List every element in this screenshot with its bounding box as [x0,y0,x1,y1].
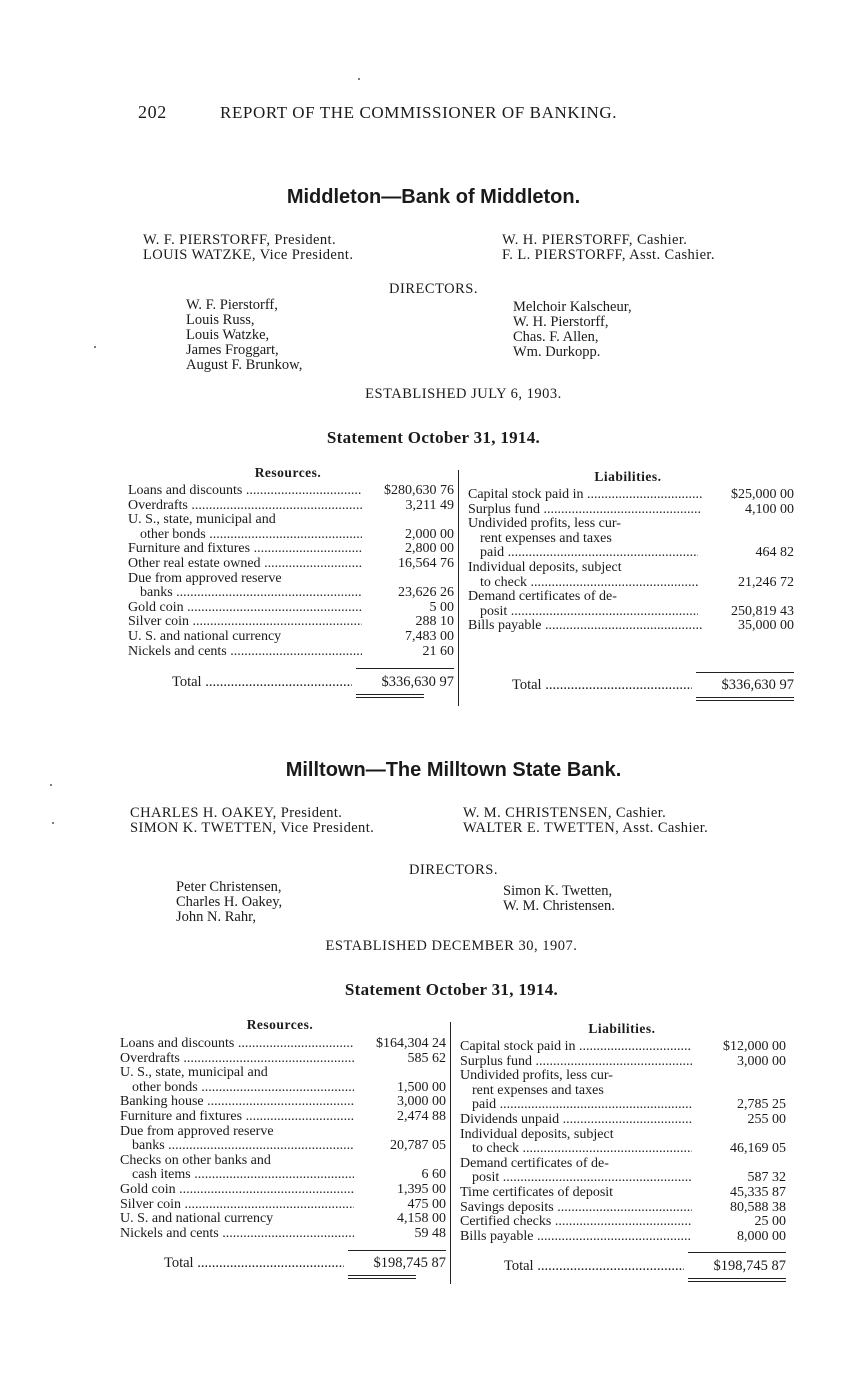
row-label: U. S., state, municipal and [128,513,276,528]
row-label: banks ..... [140,586,362,601]
row-amount: 25 00 [754,1214,786,1230]
scan-speck [358,78,360,80]
table-row [128,513,454,528]
established: ESTABLISHED DECEMBER 30, 1907. [325,938,578,954]
table-row [460,1098,786,1113]
row-amount: 255 00 [747,1111,786,1127]
row-amount: 2,474 88 [397,1108,446,1124]
row-amount: 46,169 05 [730,1141,786,1157]
table-row [128,630,454,645]
row-label: Capital stock paid in ..... [468,488,702,503]
table-row [120,1227,446,1242]
row-label: cash items ..... [132,1168,354,1183]
director: August F. Brunkow, [186,357,303,373]
row-amount: $12,000 00 [723,1039,786,1054]
total-label: Total ..... [512,677,692,694]
directors-right [503,884,615,914]
row-amount: 2,785 25 [737,1097,786,1113]
table-row [120,1212,446,1227]
row-label: U. S. and national currency [128,629,282,644]
row-amount: 21 60 [422,643,454,659]
double-rule [348,1275,416,1279]
director: Louis Russ, [186,312,255,328]
table-row [460,1113,786,1128]
table-row [460,1201,786,1216]
row-amount: 8,000 00 [737,1228,786,1244]
table-row [120,1183,446,1198]
row-amount: 2,000 00 [405,526,454,542]
row-amount: 587 32 [747,1170,786,1186]
table-row [460,1055,786,1070]
liabilities-list [460,1040,786,1244]
table-row [120,1125,446,1140]
resources-heading: Resources. [246,1017,314,1032]
row-amount: 7,483 00 [405,628,454,644]
total-rule [696,672,794,673]
page-header [138,102,738,123]
directors-heading: DIRECTORS. [389,281,478,297]
officer-asst-cashier: WALTER E. TWETTEN, Asst. Cashier. [463,820,709,836]
director: James Froggart, [186,342,279,358]
liabilities-list [468,488,794,634]
established: ESTABLISHED JULY 6, 1903. [365,386,562,402]
row-label: Furniture and fixtures ..... [128,542,362,557]
bank-title: Milltown—The Milltown State Bank. [285,759,622,781]
table-row [128,499,454,514]
row-amount: 250,819 43 [731,603,794,619]
row-label: paid ..... [472,1098,692,1113]
row-label: Overdrafts ..... [128,499,362,514]
resources-heading: Resources. [254,465,322,480]
table-row [460,1040,786,1055]
row-amount: 59 48 [414,1225,446,1241]
row-label: Surplus fund ..... [468,503,702,518]
row-label: Savings deposits ..... [460,1201,692,1216]
row-amount: 1,500 00 [397,1079,446,1095]
double-rule [356,694,424,698]
table-row [468,546,794,561]
row-label: Gold coin ..... [128,601,362,616]
table-row [460,1142,786,1157]
officer-asst-cashier: F. L. PIERSTORFF, Asst. Cashier. [502,247,715,263]
total-rule [688,1252,786,1253]
officer-cashier: W. M. CHRISTENSEN, Cashier. [463,805,667,821]
table-row [460,1069,786,1084]
table-row [120,1139,446,1154]
resources-list [120,1037,446,1241]
row-label: to check ..... [472,1142,692,1157]
double-rule [696,697,794,701]
row-label: Silver coin ..... [128,615,362,630]
row-label: Gold coin ..... [120,1183,354,1198]
report-title: REPORT OF THE COMMISSIONER OF BANKING. [220,103,618,122]
resources-total: $198,745 87 [373,1255,446,1271]
row-label: U. S., state, municipal and [120,1066,268,1081]
table-row [460,1186,786,1201]
row-amount: 20,787 05 [390,1138,446,1154]
director: Louis Watzke, [186,327,270,343]
liabilities-total: $198,745 87 [713,1258,786,1274]
row-label: Checks on other banks and [120,1153,271,1168]
table-row [120,1110,446,1125]
row-amount: 3,211 49 [405,497,454,513]
row-label: other bonds ..... [140,528,362,543]
table-row [128,572,454,587]
row-amount: 3,000 00 [397,1094,446,1110]
row-amount: 23,626 26 [398,585,454,601]
row-label: Bills payable ..... [460,1230,692,1245]
row-label: Individual deposits, subject [460,1127,614,1142]
table-row [468,517,794,532]
double-rule [688,1278,786,1282]
table-row [120,1037,446,1052]
directors-right [513,300,632,360]
table-row [128,601,454,616]
table-row [128,557,454,572]
total-label: Total ..... [172,674,352,691]
table-row [128,542,454,557]
row-label: Loans and discounts ..... [120,1037,354,1052]
row-label: paid ..... [480,546,698,561]
total-rule [348,1250,446,1251]
row-label: Other real estate owned ..... [128,557,362,572]
bank-title: Middleton—Bank of Middleton. [286,186,581,208]
row-amount: $280,630 76 [384,483,454,498]
table-row [128,615,454,630]
table-row [460,1128,786,1143]
table-row [460,1171,786,1186]
director: Peter Christensen, [176,879,282,895]
row-label: Surplus fund ..... [460,1055,692,1070]
director: W. M. Christensen. [503,898,615,914]
row-amount: 288 10 [415,614,454,630]
directors-left [176,880,282,925]
row-label: Furniture and fixtures ..... [120,1110,354,1125]
row-amount: 464 82 [755,545,794,561]
table-row [120,1154,446,1169]
director: Chas. F. Allen, [513,329,599,345]
table-row [460,1084,786,1099]
total-rule [356,668,454,669]
table-row [120,1095,446,1110]
director: Wm. Durkopp. [513,344,601,360]
table-row [460,1215,786,1230]
officer-vice-president: LOUIS WATZKE, Vice President. [143,247,354,263]
row-amount: 16,564 76 [398,555,454,571]
table-row [468,619,794,634]
row-label: Bills payable ..... [468,619,702,634]
table-row [128,528,454,543]
row-label: Loans and discounts ..... [128,484,362,499]
liabilities-heading: Liabilities. [594,469,662,484]
row-label: Capital stock paid in ..... [460,1040,692,1055]
row-amount: 45,335 87 [730,1184,786,1200]
row-label: rent expenses and taxes [480,531,612,546]
row-label: posit ..... [480,605,698,620]
director: John N. Rahr, [176,909,256,925]
row-label: other bonds ..... [132,1081,354,1096]
officers-right [463,806,708,836]
row-label: Silver coin ..... [120,1198,354,1213]
table-row [128,586,454,601]
row-label: banks ..... [132,1139,354,1154]
table-row [460,1230,786,1245]
scan-speck [50,784,52,786]
table-row [468,532,794,547]
directors-left [186,298,302,373]
row-label: Dividends unpaid ..... [460,1113,692,1128]
row-label: Undivided profits, less cur- [468,517,621,532]
officers-left [143,233,353,263]
row-amount: 21,246 72 [738,574,794,590]
row-label: Certified checks ..... [460,1215,692,1230]
table-row [128,645,454,660]
row-amount: 4,100 00 [745,501,794,517]
total-label: Total ..... [504,1258,684,1275]
liabilities-total: $336,630 97 [721,677,794,693]
row-label: Individual deposits, subject [468,560,622,575]
table-row [468,488,794,503]
row-amount: 5 00 [429,599,454,615]
officer-president: W. F. PIERSTORFF, President. [143,232,336,248]
row-amount: 6 60 [421,1167,446,1183]
table-row [120,1066,446,1081]
row-label: Banking house ..... [120,1095,354,1110]
directors-heading: DIRECTORS. [409,862,498,878]
row-amount: 585 62 [407,1050,446,1066]
table-row [460,1157,786,1172]
resources-list [128,484,454,659]
total-label: Total ..... [164,1255,344,1272]
director: W. H. Pierstorff, [513,314,609,330]
officer-president: CHARLES H. OAKEY, President. [130,805,343,821]
row-label: rent expenses and taxes [472,1083,604,1098]
director: Simon K. Twetten, [503,883,613,899]
row-label: Time certificates of deposit [460,1185,614,1200]
officers-right [502,233,715,263]
table-row [468,503,794,518]
row-amount: 80,588 38 [730,1199,786,1215]
row-label: Due from approved reserve [120,1124,274,1139]
row-amount: 35,000 00 [738,618,794,634]
row-label: posit ..... [472,1171,692,1186]
page-number: 202 [138,102,167,122]
scan-speck [94,346,96,348]
liabilities-heading: Liabilities. [588,1021,656,1036]
row-amount: 1,395 00 [397,1181,446,1197]
statement-title: Statement October 31, 1914. [344,980,559,999]
row-amount: 475 00 [407,1196,446,1212]
row-amount: 2,800 00 [405,541,454,557]
officer-vice-president: SIMON K. TWETTEN, Vice President. [130,820,375,836]
table-row [468,576,794,591]
table-row [120,1168,446,1183]
table-row [468,561,794,576]
row-label: Undivided profits, less cur- [460,1069,613,1084]
officer-cashier: W. H. PIERSTORFF, Cashier. [502,232,688,248]
row-amount: $25,000 00 [731,487,794,502]
director: Charles H. Oakey, [176,894,283,910]
row-label: Demand certificates of de- [468,590,617,605]
scan-speck [52,822,54,824]
row-label: Overdrafts ..... [120,1052,354,1067]
row-label: Nickels and cents ..... [120,1227,354,1242]
row-label: to check ..... [480,576,698,591]
column-divider [458,470,459,706]
table-row [128,484,454,499]
row-amount: $164,304 24 [376,1036,446,1051]
row-label: U. S. and national currency [120,1212,274,1227]
table-row [120,1198,446,1213]
row-label: Demand certificates of de- [460,1156,609,1171]
column-divider [450,1022,451,1284]
director: Melchoir Kalscheur, [513,299,632,315]
table-row [120,1052,446,1067]
row-amount: 4,158 00 [397,1211,446,1227]
table-row [468,590,794,605]
statement-title: Statement October 31, 1914. [326,428,541,447]
row-amount: 3,000 00 [737,1053,786,1069]
table-row [468,605,794,620]
director: W. F. Pierstorff, [186,297,278,313]
resources-total: $336,630 97 [381,674,454,690]
row-label: Due from approved reserve [128,571,282,586]
table-row [120,1081,446,1096]
row-label: Nickels and cents ..... [128,645,362,660]
officers-left [130,806,374,836]
